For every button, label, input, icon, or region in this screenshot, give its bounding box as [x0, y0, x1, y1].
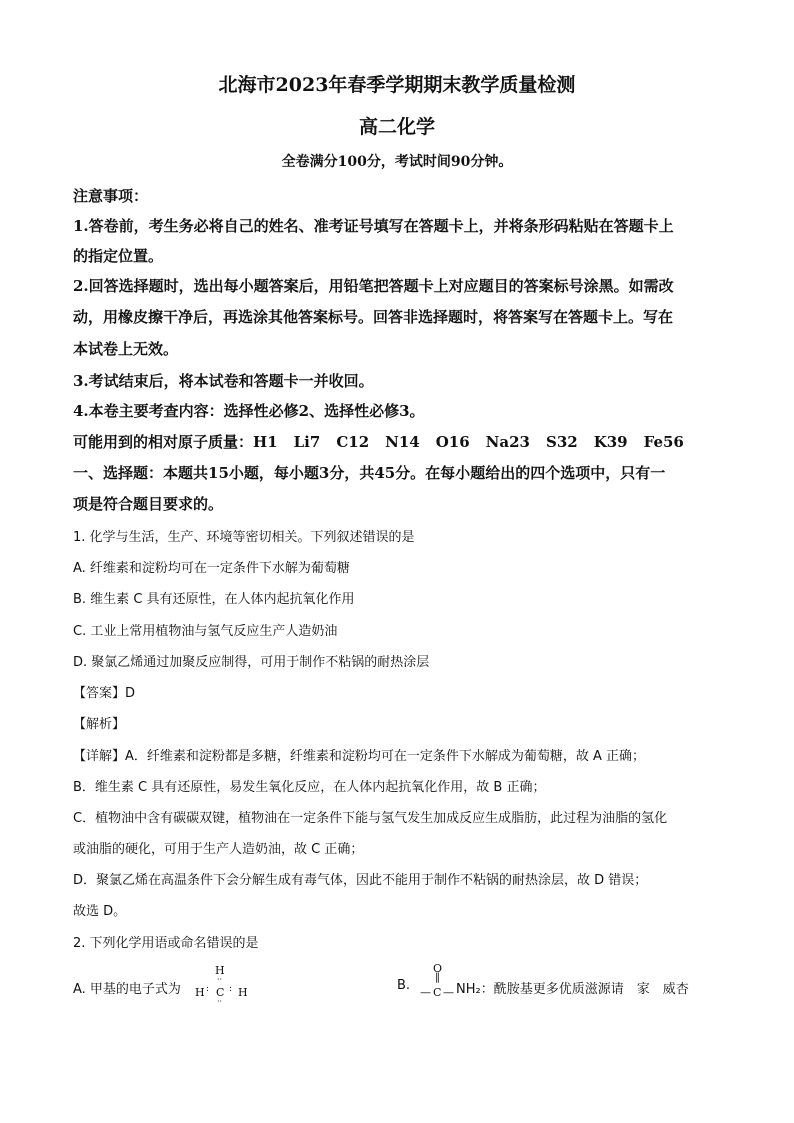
question-2-option-a-label: A. 甲基的电子式为	[73, 982, 181, 997]
question-2-stem: 2. 下列化学用语或命名错误的是	[73, 936, 259, 951]
notice-item-3: 3.考试结束后，将本试卷和答题卡一并收回。	[73, 372, 374, 390]
notice-item-1-line2: 的指定位置。	[73, 247, 164, 265]
atomic-mass-k: K39	[593, 433, 628, 451]
amide-left-bond: —	[420, 986, 431, 999]
question-1-detail-line4: 或油脂的硬化，可用于生产人造奶油，故 C 正确；	[73, 842, 364, 857]
question-1-detail-line5: D．聚氯乙烯在高温条件下会分解生成有毒气体，因此不能用于制作不粘锅的耐热涂层，故 D 错误；	[73, 873, 648, 888]
question-1-detail-line2: B．维生素 C 具有还原性，易发生氧化反应，在人体内起抗氧化作用，故 B 正确；	[73, 780, 546, 795]
notice-item-1-line1: 1.答卷前，考生务必将自己的姓名、准考证号填写在答题卡上，并将条形码粘贴在答题卡上	[73, 217, 674, 235]
question-1-option-b: B. 维生素 C 具有还原性，在人体内起抗氧化作用	[73, 592, 355, 607]
atomic-mass-fe: Fe56	[643, 433, 684, 451]
exam-title: 北海市2023年春季学期期末教学质量检测	[218, 74, 576, 96]
amide-carbon: C	[433, 986, 442, 999]
atomic-mass-na: Na23	[485, 433, 530, 451]
methyl-electron-formula	[193, 964, 253, 1008]
lewis-h-right: H	[238, 986, 248, 999]
atomic-mass-s: S32	[545, 433, 578, 451]
question-1-option-c: C. 工业上常用植物油与氢气反应生产人造奶油	[73, 624, 338, 639]
lewis-c-center: C	[216, 986, 225, 999]
question-1-detail-line3: C．植物油中含有碳碳双键，植物油在一定条件下能与氢气发生加成反应生成脂肪，此过程为油脂的氢化	[73, 811, 668, 826]
lewis-dots-left: :	[206, 984, 210, 994]
notice-heading: 注意事项：	[73, 187, 149, 205]
amide-group-structure	[419, 962, 719, 1002]
question-2-option-b-label: B.	[397, 978, 411, 993]
lewis-h-top: H	[215, 964, 225, 977]
atomic-masses-label: 可能用到的相对原子质量：	[73, 433, 254, 451]
lewis-dots-bottom: ··	[217, 997, 223, 1006]
notice-item-2-line1: 2.回答选择题时，选出每小题答案后，用铅笔把答题卡上对应题目的答案标号涂黑。如需改	[73, 277, 674, 295]
amide-tail-text: NH₂：酰胺基更多优质滋源请 家 威杏	[456, 982, 689, 997]
exam-subject: 高二化学	[358, 116, 435, 138]
amide-right-bond: —	[443, 986, 454, 999]
notice-item-2-line2: 动，用橡皮擦干净后，再选涂其他答案标号。回答非选择题时，将答案写在答题卡上。写在	[73, 308, 674, 326]
atomic-mass-n: N14	[385, 433, 420, 451]
question-1-option-a: A. 纤维素和淀粉均可在一定条件下水解为葡萄糖	[73, 561, 350, 576]
amide-oxygen: O	[433, 962, 443, 975]
notice-item-2-line3: 本试卷上无效。	[73, 340, 179, 358]
atomic-mass-h: H1	[253, 433, 278, 451]
section-1-line2: 项是符合题目要求的。	[73, 495, 224, 513]
atomic-mass-li: Li7	[293, 433, 321, 451]
score-time-line: 全卷满分100分，考试时间90分钟。	[281, 154, 513, 170]
question-1-detail-line6: 故选 D。	[73, 904, 127, 919]
lewis-dots-top: ··	[217, 975, 223, 984]
lewis-dots-right: :	[229, 984, 233, 994]
atomic-mass-o: O16	[435, 433, 470, 451]
question-1-stem: 1. 化学与生活，生产、环境等密切相关。下列叙述错误的是	[73, 530, 415, 545]
atomic-masses-row	[73, 431, 684, 452]
notice-item-4: 4.本卷主要考查内容：选择性必修2、选择性必修3。	[73, 402, 425, 420]
atomic-mass-c: C12	[336, 433, 370, 451]
question-1-detail-line1: 【详解】A．纤维素和淀粉都是多糖，纤维素和淀粉均可在一定条件下水解成为葡萄糖，故 A 正确；	[73, 749, 646, 764]
section-1-line1: 一、选择题：本题共15小题，每小题3分，共45分。在每小题给出的四个选项中，只有一	[73, 464, 666, 482]
question-1-analysis-label: 【解析】	[73, 717, 126, 732]
lewis-h-left: H	[195, 986, 205, 999]
question-1-option-d: D. 聚氯乙烯通过加聚反应制得，可用于制作不粘锅的耐热涂层	[73, 655, 430, 670]
question-1-answer: 【答案】D	[73, 686, 136, 701]
amide-double-bond: ‖	[435, 972, 440, 983]
